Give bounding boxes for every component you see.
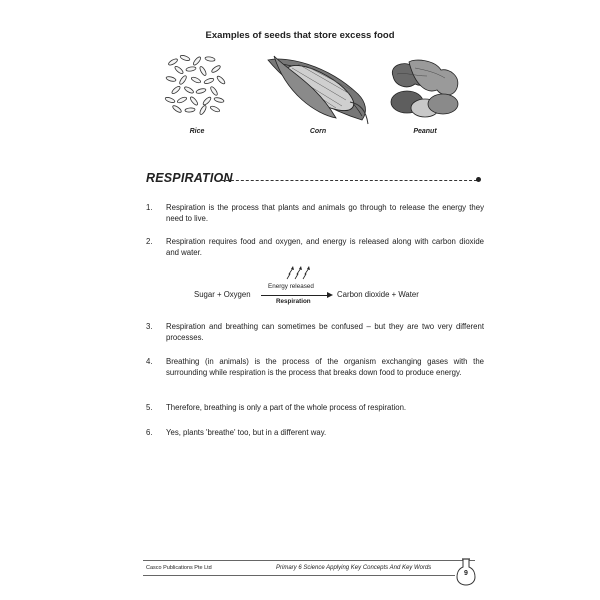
item-text: Breathing (in animals) is the process of the organism exchanging gases with the surrounding while respiration is the process that breaks down food to produce energy.: [166, 357, 484, 377]
item-text: Yes, plants 'breathe' too, but in a different way.: [166, 428, 327, 437]
item-text: Respiration requires food and oxygen, and energy is released along with carbon dioxide and water.: [166, 237, 484, 257]
item-number: 4.: [146, 357, 153, 366]
section-heading: RESPIRATION: [146, 171, 233, 185]
item-text: Respiration and breathing can sometimes be confused – but they are two very different processes.: [166, 322, 484, 342]
seed-label-peanut: Peanut: [413, 128, 437, 135]
item-number: 6.: [146, 428, 153, 437]
footer-divider-bottom: [143, 575, 455, 576]
footer-book-title: Primary 6 Science Applying Key Concepts And Key Words: [276, 565, 432, 571]
item-number: 5.: [146, 403, 153, 412]
figure-title: Examples of seeds that store excess food: [205, 30, 395, 41]
equation-reactants: Sugar + Oxygen: [194, 290, 251, 299]
item-text: Therefore, breathing is only a part of the whole process of respiration.: [166, 403, 407, 412]
heading-divider: [221, 180, 477, 181]
seed-label-corn: Corn: [309, 128, 327, 135]
corn-cob-icon: [266, 54, 370, 126]
seed-label-rice: Rice: [189, 128, 205, 135]
heading-end-dot: [476, 177, 481, 182]
equation-below-arrow: Respiration: [276, 298, 311, 305]
footer-publisher: Casco Publications Pte Ltd: [146, 565, 212, 571]
item-number: 3.: [146, 322, 153, 331]
item-number: 1.: [146, 203, 153, 212]
equation-above-arrow: Energy released: [268, 283, 314, 290]
equation-products: Carbon dioxide + Water: [337, 290, 419, 299]
peanut-icon: [385, 58, 463, 120]
rice-grains-icon: [163, 52, 231, 118]
item-number: 2.: [146, 237, 153, 246]
energy-arrows-icon: [285, 265, 313, 281]
page-number: 9: [464, 570, 468, 577]
item-text: Respiration is the process that plants and animals go through to release the energy they need to live.: [166, 203, 484, 223]
equation-arrow: [261, 295, 329, 296]
footer-divider: [143, 560, 475, 561]
equation-arrow-head: [327, 292, 333, 298]
